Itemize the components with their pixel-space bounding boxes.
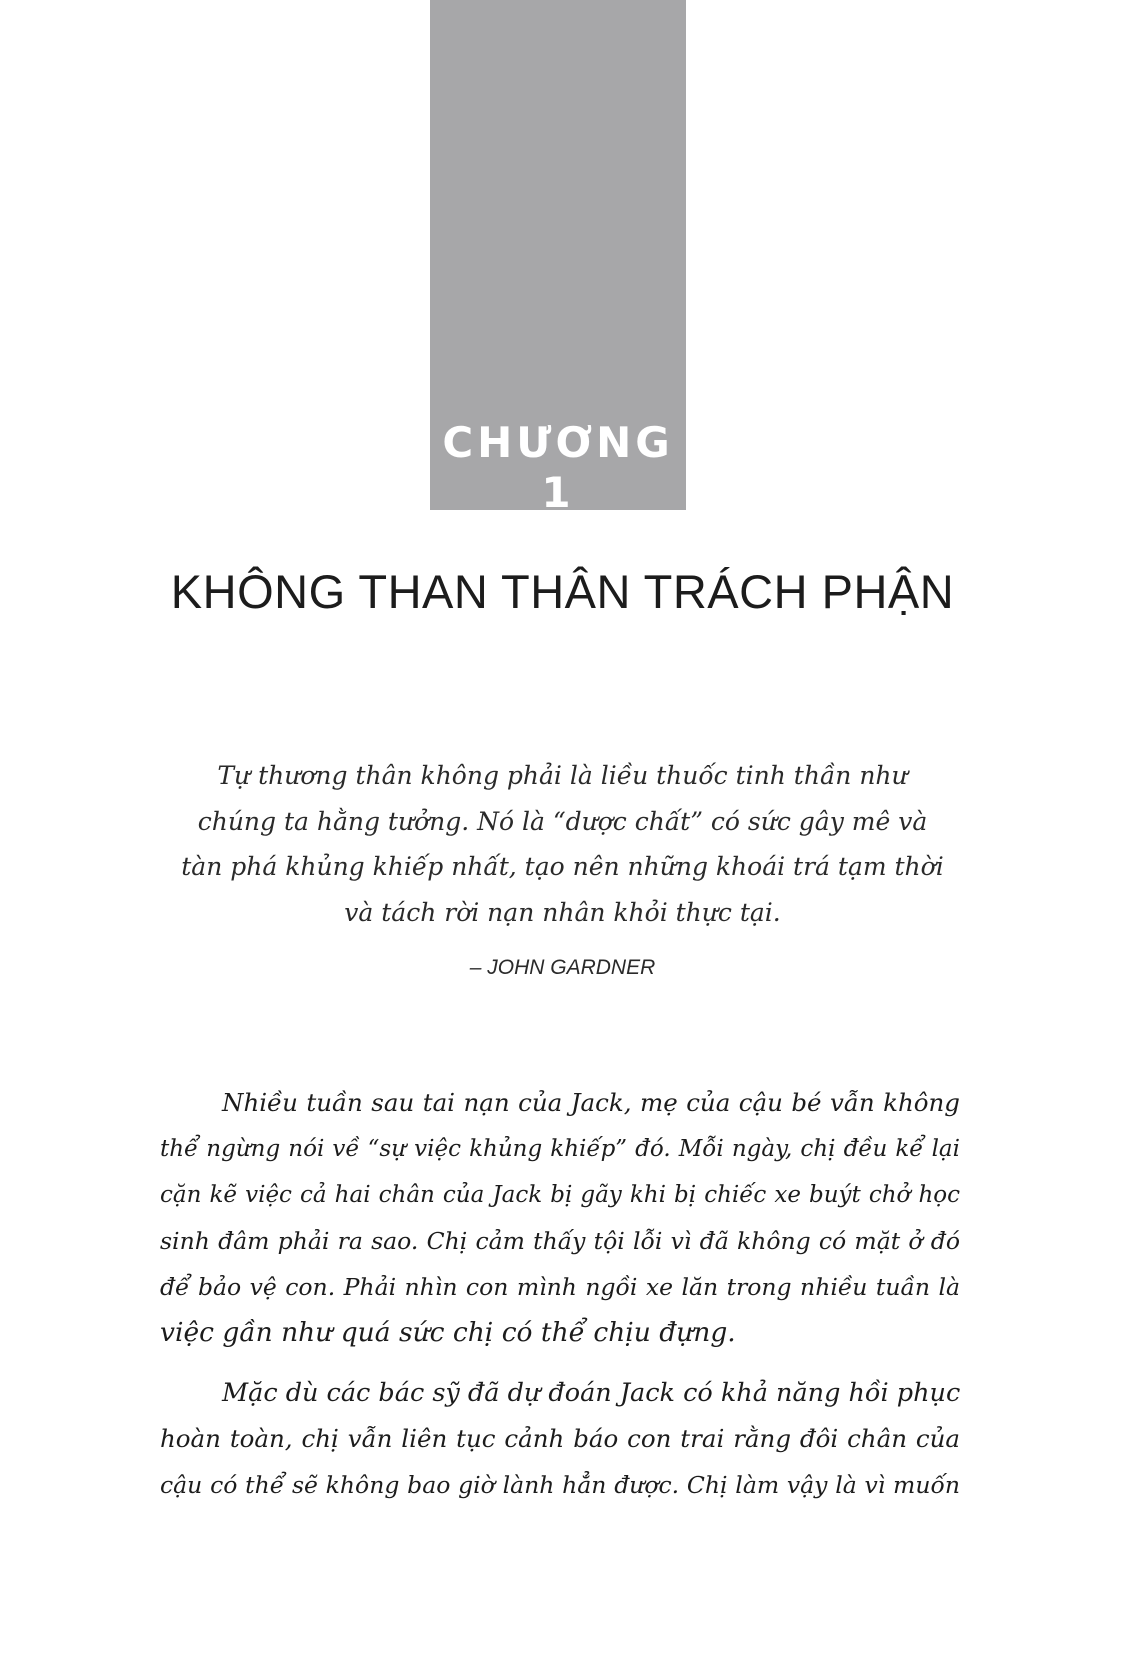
- epigraph-line: Tự thương thân không phải là liều thuốc tinh thần như: [217, 761, 908, 790]
- epigraph-author: – JOHN GARDNER: [469, 956, 656, 979]
- epigraph-line: tàn phá khủng khiếp nhất, tạo nên những khoái trá tạm thời: [181, 852, 944, 881]
- paragraph-gap: [160, 1356, 960, 1370]
- body-line: sinh đâm phải ra sao. Chị cảm thấy tội lỗi vì đã không có mặt ở đó: [160, 1227, 960, 1255]
- epigraph-line: và tách rời nạn nhân khỏi thực tại.: [344, 897, 781, 927]
- body-line: Nhiều tuần sau tai nạn của Jack, mẹ của cậu bé vẫn không: [222, 1088, 960, 1117]
- body-line: để bảo vệ con. Phải nhìn con mình ngồi xe lăn trong nhiều tuần là: [160, 1273, 960, 1301]
- chapter-band: [430, 0, 686, 517]
- body-line: cặn kẽ việc cả hai chân của Jack bị gãy khi bị chiếc xe buýt chở học: [160, 1182, 960, 1208]
- paragraph: [160, 1370, 960, 1508]
- chapter-title: KHÔNG THAN THÂN TRÁCH PHẬN: [170, 565, 955, 618]
- body-line: việc gần như quá sức chị có thể chịu đựng.: [160, 1317, 736, 1348]
- body-text: [160, 1080, 960, 1508]
- epigraph-line: chúng ta hằng tưởng. Nó là “dược chất” có sức gây mê và: [197, 806, 928, 836]
- paragraph: [160, 1080, 960, 1356]
- body-line: Mặc dù các bác sỹ đã dự đoán Jack có khả năng hồi phục: [222, 1378, 961, 1408]
- chapter-label: CHƯƠNG 1: [442, 418, 674, 517]
- body-line: thể ngừng nói về “sự việc khủng khiếp” đó. Mỗi ngày, chị đều kể lại: [160, 1136, 960, 1162]
- body-line: hoàn toàn, chị vẫn liên tục cảnh báo con trai rằng đôi chân của: [160, 1424, 960, 1453]
- body-line: cậu có thể sẽ không bao giờ lành hẳn được. Chị làm vậy là vì muốn: [160, 1471, 960, 1499]
- epigraph-quote: [150, 753, 975, 935]
